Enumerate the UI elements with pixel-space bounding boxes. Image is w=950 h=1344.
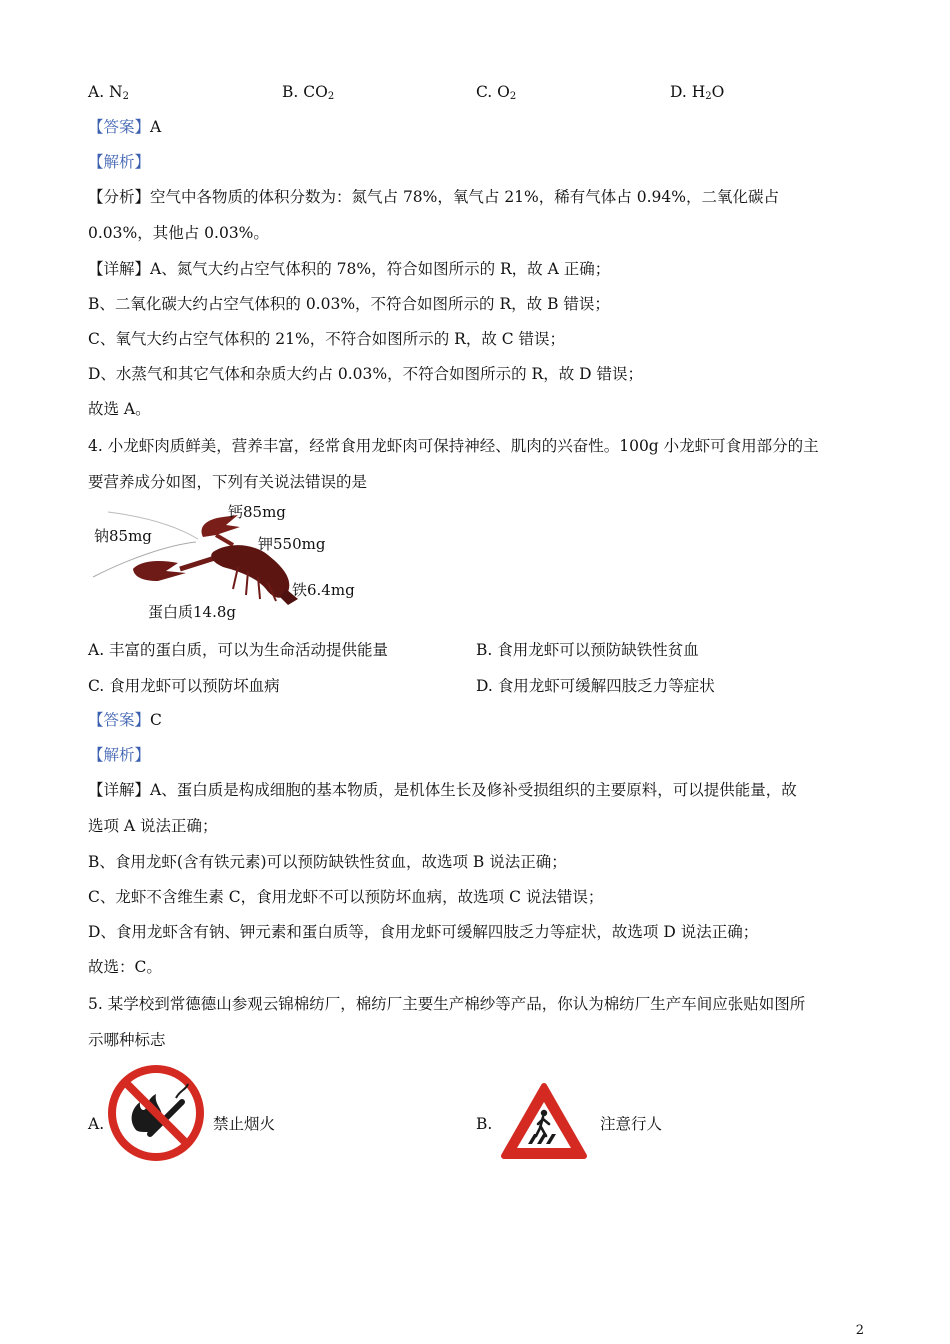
q5-stem-line-2: 示哪种标志	[88, 1031, 166, 1049]
crayfish-figure	[88, 497, 378, 627]
q4-stem-line-1: 4. 小龙虾肉质鲜美，营养丰富，经常食用龙虾肉可保持神经、肌肉的兴奋性。100g 小龙虾可食用部分的主	[88, 437, 819, 455]
q4-analysis-tag: 【解析】	[88, 746, 151, 764]
q5-option-a-letter: A.	[88, 1115, 105, 1133]
q5-stem-line-1: 5. 某学校到常德德山参观云锦棉纺厂，棉纺厂主要生产棉纱等产品，你认为棉纺厂生产车间应张贴如图所	[88, 995, 806, 1013]
q3-option-c: C. $O_2$	[476, 83, 517, 102]
q3-detail-a: 【详解】A、氮气大约占空气体积的 78%，符合如图所示的 R，故 A 正确；	[88, 260, 611, 278]
q3-detail-c: C、氧气大约占空气体积的 21%，不符合如图所示的 R，故 C 错误；	[88, 330, 566, 348]
q3-analysis-tag: 【解析】	[88, 153, 151, 171]
figure-label-protein: 蛋白质14.8g	[148, 603, 237, 621]
q4-stem-line-2: 要营养成分如图，下列有关说法错误的是	[88, 473, 368, 491]
q3-option-d: D. $H_2O$	[670, 83, 725, 102]
q4-option-c: C. 食用龙虾可以预防坏血病	[88, 677, 280, 695]
page-number: 2	[855, 1323, 864, 1338]
q4-conclusion: 故选：C。	[88, 958, 162, 976]
figure-label-sodium: 钠85mg	[94, 527, 152, 545]
q4-answer: 【答案】C	[88, 711, 162, 729]
q4-detail-c: C、龙虾不含维生素 C，食用龙虾不可以预防坏血病，故选项 C 说法错误；	[88, 888, 604, 906]
q3-fenxi-2: 0.03%，其他占 0.03%。	[88, 224, 269, 242]
q3-conclusion: 故选 A。	[88, 400, 151, 418]
q4-detail-a-1: 【详解】A、蛋白质是构成细胞的基本物质，是机体生长及修补受损组织的主要原料，可以提供能量，故	[88, 781, 797, 799]
q4-detail-a-2: 选项 A 说法正确；	[88, 817, 218, 835]
pedestrian-warning-sign-icon	[500, 1082, 588, 1166]
q3-fenxi-1: 【分析】空气中各物质的体积分数为：氮气占 78%，氧气占 21%，稀有气体占 0.94%，二氧化碳占	[88, 188, 779, 206]
figure-label-iron: 铁6.4mg	[292, 581, 355, 599]
q5-option-b-letter: B.	[476, 1115, 493, 1133]
q4-option-d: D. 食用龙虾可缓解四肢乏力等症状	[476, 677, 715, 695]
q4-option-a: A. 丰富的蛋白质，可以为生命活动提供能量	[88, 641, 389, 659]
q3-answer: 【答案】A	[88, 118, 162, 136]
figure-label-calcium: 钙85mg	[228, 503, 286, 521]
figure-label-potassium: 钾550mg	[258, 535, 326, 553]
no-fire-sign-icon	[106, 1064, 206, 1166]
q5-option-a-label: 禁止烟火	[213, 1115, 276, 1133]
q5-option-b-label: 注意行人	[600, 1115, 663, 1133]
q4-detail-d: D、食用龙虾含有钠、钾元素和蛋白质等，食用龙虾可缓解四肢乏力等症状，故选项 D 说法正确；	[88, 923, 759, 941]
q3-detail-b: B、二氧化碳大约占空气体积的 0.03%，不符合如图所示的 R，故 B 错误；	[88, 295, 610, 313]
q3-detail-d: D、水蒸气和其它气体和杂质大约占 0.03%，不符合如图所示的 R，故 D 错误；	[88, 365, 643, 383]
q3-option-a: A. $N_2$	[88, 83, 129, 102]
q4-detail-b: B、食用龙虾(含有铁元素)可以预防缺铁性贫血，故选项 B 说法正确；	[88, 853, 567, 871]
q3-option-b: B. $CO_2$	[282, 83, 335, 102]
q4-option-b: B. 食用龙虾可以预防缺铁性贫血	[476, 641, 699, 659]
